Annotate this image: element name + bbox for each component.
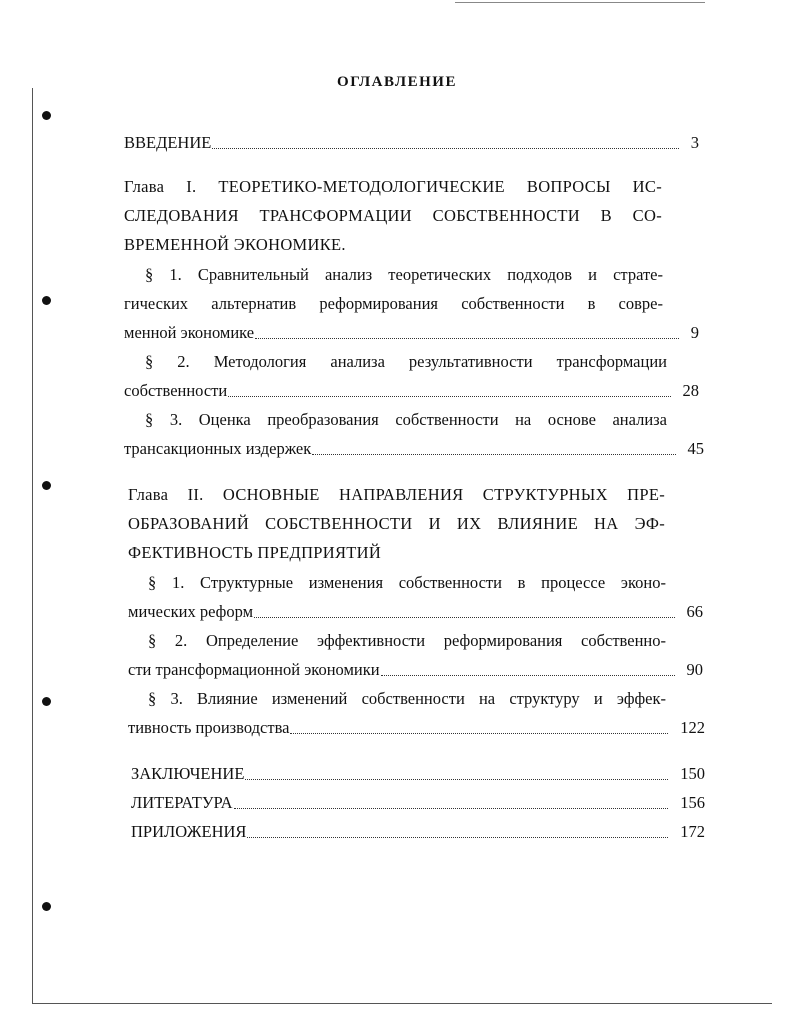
toc-entry-page: 150 — [680, 764, 705, 783]
section-line: § 2. Определение эффективности реформирования собственно- — [148, 631, 666, 650]
toc-entry-page: 9 — [690, 323, 699, 342]
leader-dots — [245, 765, 668, 780]
toc-entry-ch1-s3[interactable] — [124, 439, 704, 459]
punch-hole — [42, 697, 51, 706]
toc-entry-ch2-s2[interactable] — [128, 660, 703, 680]
page-title: ОГЛАВЛЕНИЕ — [337, 74, 457, 90]
toc-entry-introduction[interactable] — [124, 133, 699, 153]
punch-hole — [42, 902, 51, 911]
toc-entry-label: ВВЕДЕНИЕ — [124, 133, 212, 152]
toc-entry-ch1-s2[interactable] — [124, 381, 699, 401]
section-line: § 1. Структурные изменения собственности в процессе эконо- — [148, 573, 666, 592]
toc-entry-page: 45 — [687, 439, 704, 458]
toc-entry-label: ЛИТЕРАТУРА — [131, 793, 233, 812]
toc-entry-page: 90 — [686, 660, 703, 679]
toc-entry-label: собственности — [124, 381, 228, 400]
chapter-1-heading-line: ВРЕМЕННОЙ ЭКОНОМИКЕ. — [124, 235, 346, 254]
toc-entry-page: 3 — [690, 133, 699, 152]
toc-entry-label: менной экономике — [124, 323, 255, 342]
toc-entry-page: 28 — [682, 381, 699, 400]
leader-dots — [255, 324, 679, 339]
section-line: § 3. Влияние изменений собственности на структуру и эффек- — [148, 689, 666, 708]
punch-hole — [42, 111, 51, 120]
toc-entry-appendices[interactable] — [131, 822, 705, 842]
toc-entry-label: мических реформ — [128, 602, 254, 621]
leader-dots — [312, 440, 675, 455]
chapter-2-heading-line: Глава II. ОСНОВНЫЕ НАПРАВЛЕНИЯ СТРУКТУРНЫХ ПРЕ- — [128, 485, 665, 504]
toc-entry-page: 122 — [680, 718, 705, 737]
punch-hole — [42, 296, 51, 305]
chapter-2-heading-line: ОБРАЗОВАНИЙ СОБСТВЕННОСТИ И ИХ ВЛИЯНИЕ НА ЭФ- — [128, 514, 665, 533]
leader-dots — [247, 823, 668, 838]
scan-edge-top — [455, 2, 705, 3]
toc-entry-label: ПРИЛОЖЕНИЯ — [131, 822, 247, 841]
toc-entry-ch2-s3[interactable] — [128, 718, 705, 738]
toc-entry-label: трансакционных издержек — [124, 439, 312, 458]
leader-dots — [381, 661, 675, 676]
toc-entry-ch2-s1[interactable] — [128, 602, 703, 622]
toc-entry-page: 156 — [680, 793, 705, 812]
punch-hole — [42, 481, 51, 490]
section-line: § 3. Оценка преобразования собственности на основе анализа — [145, 410, 667, 429]
section-line: § 2. Методология анализа результативности трансформации — [145, 352, 667, 371]
toc-entry-page: 66 — [686, 602, 703, 621]
chapter-2-heading-line: ФЕКТИВНОСТЬ ПРЕДПРИЯТИЙ — [128, 543, 382, 562]
section-line: гических альтернатив реформирования собственности в совре- — [124, 294, 663, 313]
chapter-1-heading-line: Глава I. ТЕОРЕТИКО-МЕТОДОЛОГИЧЕСКИЕ ВОПРОСЫ ИС- — [124, 177, 662, 196]
leader-dots — [290, 719, 668, 734]
scan-edge-left — [32, 88, 33, 1003]
leader-dots — [228, 382, 670, 397]
toc-entry-label: ЗАКЛЮЧЕНИЕ — [131, 764, 245, 783]
chapter-1-heading-line: СЛЕДОВАНИЯ ТРАНСФОРМАЦИИ СОБСТВЕННОСТИ В СО- — [124, 206, 662, 225]
leader-dots — [234, 794, 669, 809]
leader-dots — [212, 134, 678, 149]
toc-entry-literature[interactable] — [131, 793, 705, 813]
toc-entry-ch1-s1[interactable] — [124, 323, 699, 343]
toc-entry-label: сти трансформационной экономики — [128, 660, 380, 679]
section-line: § 1. Сравнительный анализ теоретических подходов и страте- — [145, 265, 663, 284]
leader-dots — [254, 603, 674, 618]
scan-edge-bottom — [32, 1003, 772, 1004]
toc-entry-page: 172 — [680, 822, 705, 841]
toc-entry-conclusion[interactable] — [131, 764, 705, 784]
toc-entry-label: тивность производства — [128, 718, 290, 737]
